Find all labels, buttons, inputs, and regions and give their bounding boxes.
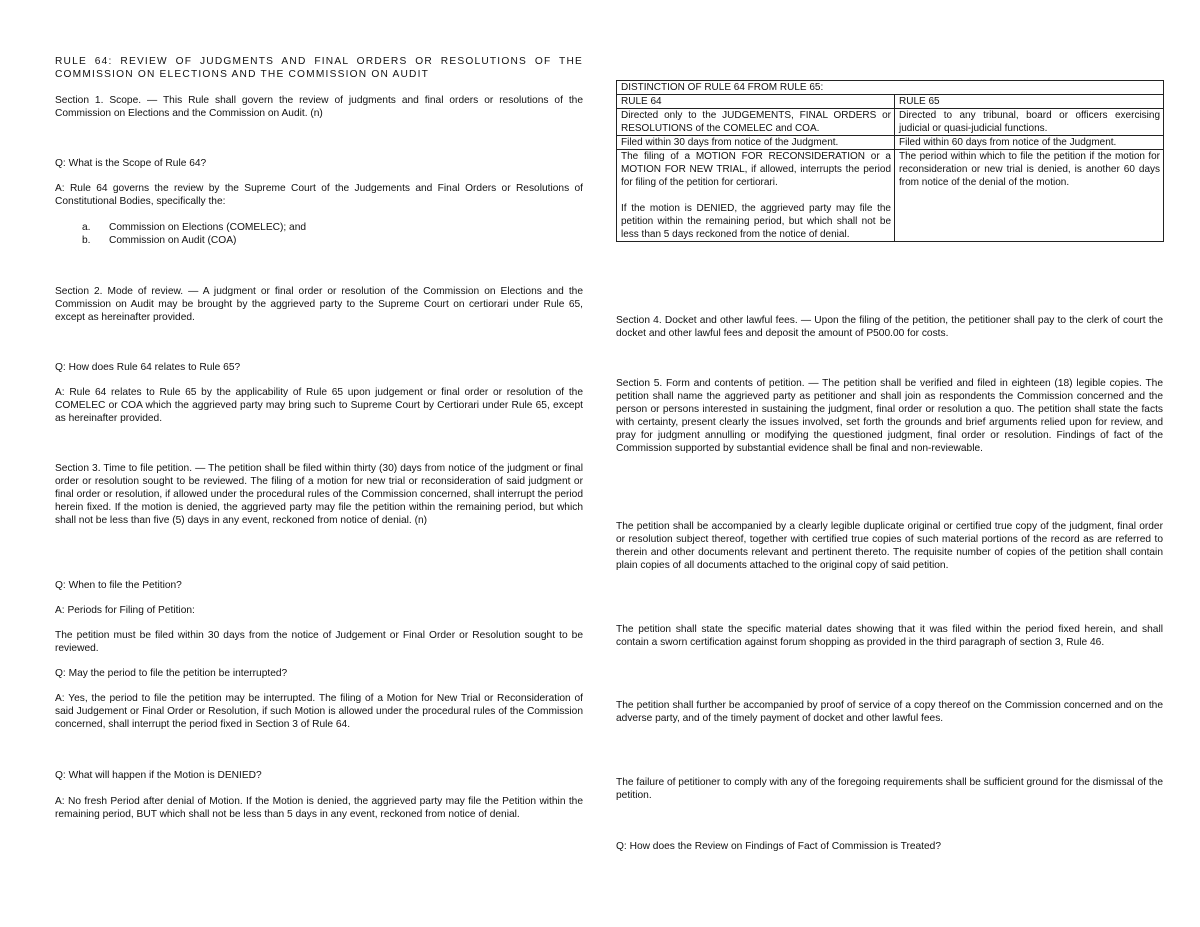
- table-row: [617, 109, 1164, 136]
- question-findings-of-fact: Q: How does the Review on Findings of Fact of Commission is Treated?: [616, 841, 942, 852]
- cell-rule-64-motion: [617, 150, 895, 242]
- cell-rule-65-motion: The period within which to file the petition if the motion for reconsideration or new trial is denied, is another 60 days from notice of the denial of the motion.: [895, 150, 1164, 242]
- motion-rule-64-part-a: The filing of a MOTION FOR RECONSIDERATION or a MOTION FOR NEW TRIAL, if allowed, interrupts the period for filing of the petition for certiorari.: [621, 151, 891, 188]
- constitutional-bodies-list: [55, 221, 583, 247]
- question-interrupt: Q: May the period to file the petition be interrupted?: [55, 668, 288, 679]
- cell-rule-65: Directed to any tribunal, board or officers exercising judicial or quasi-judicial functions.: [895, 109, 1164, 136]
- answer-scope: A: Rule 64 governs the review by the Supreme Court of the Judgements and Final Orders or Resolutions of Constitutional Bodies, specifically the:: [55, 183, 583, 207]
- list-marker: a.: [82, 222, 91, 233]
- section-4-docket-fees: Section 4. Docket and other lawful fees. — Upon the filing of the petition, the petitioner shall pay to the clerk of court the docket and other lawful fees and deposit the amount of P500.00 for costs.: [616, 315, 1163, 339]
- paragraph-material-dates: The petition shall state the specific material dates showing that it was filed within the period fixed herein, and shall contain a sworn certification against forum shopping as provided in the third paragraph of section 3, Rule 46.: [616, 624, 1163, 648]
- spacer: [621, 189, 891, 202]
- list-marker: b.: [82, 235, 91, 246]
- list-text: Commission on Audit (COA): [109, 235, 237, 246]
- header-rule-64: RULE 64: [617, 95, 895, 109]
- distinction-table: [616, 80, 1164, 242]
- question-relates: Q: How does Rule 64 relates to Rule 65?: [55, 362, 241, 373]
- list-item: [55, 221, 583, 234]
- question-denied: Q: What will happen if the Motion is DENIED?: [55, 770, 262, 781]
- table-caption-row: [617, 81, 1164, 95]
- section-3-time-to-file: Section 3. Time to file petition. — The petition shall be filed within thirty (30) days from notice of the judgment or final order or resolution sought to be reviewed. The filing of a motion for new trial or reconsideration of said judgment or final order or resolution, if allowed under the procedural rules of the Commission concerned, shall interrupt the period herein fixed. If the motion is denied, the aggrieved party may file the petition within the remaining period, but which shall not be less than five (5) days in any event, reckoned from notice of denial. (n): [55, 463, 583, 526]
- motion-rule-64-part-b: If the motion is DENIED, the aggrieved party may file the petition within the remaining period, but which shall not be less than 5 days reckoned from the notice of denial.: [621, 203, 891, 240]
- paragraph-failure: The failure of petitioner to comply with any of the foregoing requirements shall be sufficient ground for the dismissal of the petition.: [616, 777, 1163, 801]
- section-2-mode-of-review: Section 2. Mode of review. — A judgment or final order or resolution of the Commission on Elections and the Commission on Audit may be brought by the aggrieved party to the Supreme Court on certiorari under Rule 65, except as hereinafter provided.: [55, 286, 583, 323]
- list-text: Commission on Elections (COMELEC); and: [109, 222, 307, 233]
- cell-rule-65: Filed within 60 days from notice of the Judgment.: [895, 136, 1164, 150]
- periods-text: The petition must be filed within 30 days from the notice of Judgement or Final Order or Resolution sought to be reviewed.: [55, 630, 583, 654]
- section-5-form-contents: Section 5. Form and contents of petition. — The petition shall be verified and filed in eighteen (18) legible copies. The petition shall name the aggrieved party as petitioner and shall join as respondents the Commission concerned and the person or persons interested in sustaining the judgment, final order or resolution a quo. The petition shall state the facts with certainty, present clearly the issues involved, set forth the grounds and brief arguments relied upon for review, and pray for judgment annulling or modifying the questioned judgment, final order or resolution. Findings of fact of the Commission supported by substantial evidence shall be final and non-reviewable.: [616, 378, 1163, 454]
- cell-rule-64: Directed only to the JUDGEMENTS, FINAL ORDERS or RESOLUTIONS of the COMELEC and COA.: [617, 109, 895, 136]
- paragraph-proof-of-service: The petition shall further be accompanied by proof of service of a copy thereof on the Commission concerned and on the adverse party, and of the timely payment of docket and other lawful fees.: [616, 700, 1163, 724]
- answer-periods-heading: A: Periods for Filing of Petition:: [55, 605, 195, 616]
- table-caption: DISTINCTION OF RULE 64 FROM RULE 65:: [617, 81, 1164, 95]
- rule-title: RULE 64: REVIEW OF JUDGMENTS AND FINAL ORDERS OR RESOLUTIONS OF THE COMMISSION ON ELECTIONS AND THE COMMISSION ON AUDIT: [55, 56, 583, 80]
- question-when-to-file: Q: When to file the Petition?: [55, 580, 182, 591]
- table-row: [617, 150, 1164, 242]
- answer-interrupt: A: Yes, the period to file the petition may be interrupted. The filing of a Motion for New Trial or Reconsideration of said Judgement or Final Order or Resolution, if such Motion is allowed under the procedural rules of the Commission concerned, shall interrupt the period fixed in Section 3 of Rule 64.: [55, 693, 583, 730]
- answer-denied: A: No fresh Period after denial of Motion. If the Motion is denied, the aggrieved party may file the Petition within the remaining period, BUT which shall not be less than 5 days in any event, reckoned from notice of denial.: [55, 796, 583, 820]
- cell-rule-64: Filed within 30 days from notice of the Judgment.: [617, 136, 895, 150]
- table-header-row: [617, 95, 1164, 109]
- table-row: [617, 136, 1164, 150]
- list-item: [55, 234, 583, 247]
- answer-relates: A: Rule 64 relates to Rule 65 by the applicability of Rule 65 upon judgement or final order or resolution of the COMELEC or COA which the aggrieved party may bring such to Supreme Court by Certiorari under Rule 65, except as hereinafter provided.: [55, 387, 583, 424]
- question-scope: Q: What is the Scope of Rule 64?: [55, 158, 207, 169]
- paragraph-accompanied: The petition shall be accompanied by a clearly legible duplicate original or certified true copy of the judgment, final order or resolution subject thereof, together with certified true copies of such material portions of the record as are referred to therein and other documents relevant and pertinent thereto. The requisite number of copies of the petition shall contain plain copies of all documents attached to the original copy of said petition.: [616, 521, 1163, 571]
- header-rule-65: RULE 65: [895, 95, 1164, 109]
- section-1-scope: Section 1. Scope. — This Rule shall govern the review of judgments and final orders or resolutions of the Commission on Elections and the Commission on Audit. (n): [55, 95, 583, 119]
